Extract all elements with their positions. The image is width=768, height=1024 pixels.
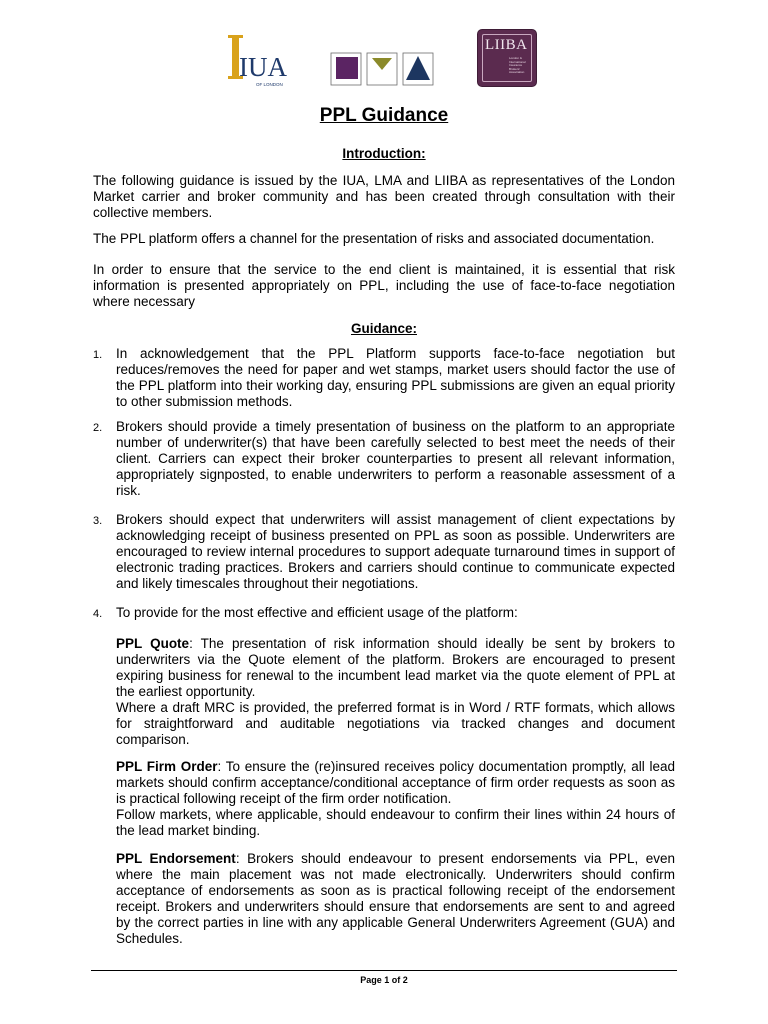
introduction-heading: Introduction:	[342, 146, 426, 161]
ppl-endorsement-label: PPL Endorsement	[116, 851, 236, 866]
liiba-logo-caption: London & International Insurance Brokers' Association	[509, 56, 526, 75]
item-number: 3.	[93, 515, 103, 527]
intro-paragraph: The following guidance is issued by the IUA, LMA and LIIBA as representatives of the London Market carrier and broker community and has been created through consultation with their collective members.	[93, 173, 675, 220]
guidance-item	[93, 605, 675, 621]
liiba-logo-text: LIIBA	[485, 37, 528, 53]
ppl-quote-label: PPL Quote	[116, 636, 190, 651]
iua-logo	[228, 32, 290, 88]
iua-logo-caption: OF LONDON	[256, 82, 283, 87]
iua-logo-text: IUA	[239, 52, 287, 82]
item-number: 2.	[93, 422, 103, 434]
item-text: Brokers should provide a timely presentation of business on the platform to an appropriate number of underwriter(s) that have been carefully selected to best meet the needs of their client. Carriers can expect their broker counterparties to present all relevant information, appropriately signposted, to enable underwriters to perform a reasonable assessment of a risk.	[116, 419, 675, 498]
item-text: To provide for the most effective and efficient usage of the platform:	[116, 605, 518, 620]
ppl-endorsement-section	[116, 851, 675, 947]
item-number: 4.	[93, 608, 103, 620]
ppl-quote-section	[116, 636, 675, 748]
item-number: 1.	[93, 349, 103, 361]
lma-logo	[330, 52, 436, 86]
ppl-endorsement-text: : Brokers should endeavour to present endorsements via PPL, even where the main placement was not made electronically. Underwriters should confirm acceptance of endorsements as soon as is practical following receipt of the endorsement receipt. Brokers and underwriters should ensure that endorsements are sent to and agreed by the correct parties in line with any applicable General Underwriters Agreement (GUA) and Schedules.	[116, 851, 675, 946]
ppl-firm-order-text: : To ensure the (re)insured receives policy documentation promptly, all lead markets should confirm acceptance/conditional acceptance of firm order requests as soon as is practical following receipt of the firm order notification.	[116, 759, 675, 806]
intro-paragraph: In order to ensure that the service to the end client is maintained, it is essential that risk information is presented appropriately on PPL, including the use of face-to-face negotiation where necessary	[93, 262, 675, 309]
page-number: Page 1 of 2	[360, 975, 408, 985]
ppl-quote-text: : The presentation of risk information should ideally be sent by brokers to underwriters via the Quote element of the platform. Brokers are encouraged to present expiring business for renewal to the incumbent lead market via the quote element of PPL at the earliest opportunity.	[116, 636, 675, 699]
logo-strip	[0, 28, 768, 90]
liiba-logo	[478, 30, 536, 86]
guidance-heading: Guidance:	[350, 321, 417, 336]
page-title: PPL Guidance	[319, 105, 449, 126]
ppl-firm-order-section	[116, 759, 675, 839]
footer-divider	[91, 970, 677, 971]
guidance-item	[93, 419, 675, 499]
ppl-firm-order-extra: Follow markets, where applicable, should endeavour to confirm their lines within 24 hours of the lead market binding.	[116, 807, 675, 838]
item-text: In acknowledgement that the PPL Platform supports face-to-face negotiation but reduces/removes the need for paper and wet stamps, market users should factor the use of the PPL platform into their working day, ensuring PPL submissions are given an equal priority to other submission methods.	[116, 346, 675, 409]
intro-paragraph: The PPL platform offers a channel for the presentation of risks and associated documentation.	[93, 231, 655, 246]
ppl-quote-extra: Where a draft MRC is provided, the preferred format is in Word / RTF formats, which allows for straightforward and auditable negotiations via tracked changes and document comparison.	[116, 700, 675, 747]
ppl-firm-order-label: PPL Firm Order	[116, 759, 218, 774]
lma-purple-square	[336, 57, 358, 79]
guidance-item	[93, 512, 675, 592]
item-text: Brokers should expect that underwriters will assist management of client expectations by acknowledging receipt of business presented on PPL as soon as possible. Underwriters are encouraged to review internal procedures to support adequate turnaround times in support of electronic trading practices. Brokers and carriers should continue to communicate expected and likely timescales throughout their negotiations.	[116, 512, 675, 591]
guidance-item	[93, 346, 675, 410]
